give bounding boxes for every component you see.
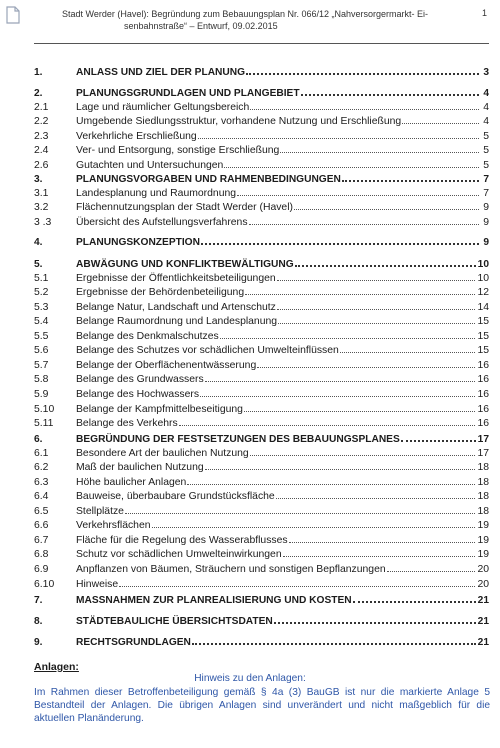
toc-entry[interactable] [34,114,489,129]
toc-entry-number: 5.8 [34,374,49,386]
toc-dot-leader [402,114,479,124]
toc-dot-leader [119,577,475,587]
toc-entry-title: PLANUNGSGRUNDLAGEN UND PLANGEBIET [76,88,300,99]
toc-entry-title: ABWÄGUNG UND KONFLIKTBEWÄLTIGUNG [76,259,294,270]
toc-entry-page: 9 [483,216,489,228]
toc-entry-title: Umgebende Siedlungsstruktur, vorhandene Nutzung und Erschließung [76,116,402,128]
toc-entry-title: Landesplanung und Raumordnung [76,187,237,199]
toc-dot-leader [276,489,476,499]
toc-entry[interactable] [34,143,489,158]
toc-dot-leader [278,314,475,324]
toc-dot-leader [274,613,476,624]
toc-entry-title: Besondere Art der baulichen Nutzung [76,447,249,459]
toc-entry-number: 6.1 [34,447,49,459]
toc-entry-page: 18 [477,491,489,503]
toc-entry-number: 6.5 [34,505,49,517]
toc-entry-title: Verkehrsflächen [76,520,151,532]
toc-entry-title: Maß der baulichen Nutzung [76,462,204,474]
toc-entry-title: Bauweise, überbaubare Grundstücksfläche [76,491,275,503]
toc-entry-page: 19 [477,549,489,561]
toc-entry-title: Belange Natur, Landschaft und Artenschutz [76,301,276,313]
toc-dot-leader [387,562,476,572]
toc-entry-title: Übersicht des Aufstellungsverfahrens [76,216,248,228]
toc-entry-number: 6.4 [34,491,49,503]
toc-dot-leader [257,358,475,368]
toc-entry-number: 6.7 [34,534,49,546]
toc-entry[interactable] [34,171,489,186]
toc-entry[interactable] [34,343,489,358]
toc-dot-leader [246,64,479,75]
toc-entry-page: 7 [483,187,489,199]
toc-entry[interactable] [34,186,489,201]
toc-entry[interactable] [34,129,489,144]
toc-entry-title: Belange des Schutzes vor schädlichen Umwelteinflüssen [76,345,339,357]
toc-dot-leader [340,343,476,353]
toc-entry-number: 3.1 [34,187,49,199]
toc-entry-page: 5 [483,145,489,157]
toc-entry-page: 18 [477,476,489,488]
toc-dot-leader [353,592,476,603]
toc-entry-title: PLANUNGSKONZEPTION [76,237,200,248]
toc-entry-page: 4 [483,101,489,113]
toc-entry-number: 3 .3 [34,216,52,228]
toc-entry-number: 5.6 [34,345,49,357]
toc-entry[interactable] [34,577,489,592]
toc-dot-leader [152,518,476,528]
header-line-1: Stadt Werder (Havel): Begründung zum Bebauungsplan Nr. 066/12 „Nahversorgermarkt- Ei- [62,9,429,19]
toc-entry-number: 6.9 [34,563,49,575]
toc-entry-page: 15 [477,316,489,328]
toc-dot-leader [220,329,476,339]
toc-entry-number: 4. [34,237,43,248]
toc-entry-number: 5.11 [34,418,54,430]
toc-entry-number: 6. [34,434,43,445]
toc-dot-leader [201,234,479,245]
toc-entry[interactable] [34,431,489,446]
toc-entry-page: 15 [477,330,489,342]
toc-dot-leader [289,533,476,543]
toc-entry-page: 21 [477,616,489,627]
toc-entry-title: Anpflanzen von Bäumen, Sträuchern und sonstigen Bepflanzungen [76,563,386,575]
toc-dot-leader [401,431,476,442]
toc-entry[interactable] [34,446,489,461]
toc-dot-leader [294,200,479,210]
toc-entry-page: 20 [477,578,489,590]
toc-entry-number: 7. [34,595,43,606]
toc-dot-leader [125,504,475,514]
toc-entry[interactable] [34,329,489,344]
toc-entry-title: Ergebnisse der Behördenbeteiligung [76,287,245,299]
toc-entry[interactable] [34,562,489,577]
toc-dot-leader [198,129,479,139]
toc-entry[interactable] [34,402,489,417]
toc-entry-page: 20 [477,563,489,575]
toc-entry[interactable] [34,460,489,475]
toc-dot-leader [250,100,479,110]
header-line-2: senbahnstraße“ – Entwurf, 09.02.2015 [124,21,278,31]
toc-entry-page: 9 [483,237,489,248]
toc-entry-page: 21 [477,637,489,648]
toc-entry[interactable] [34,85,489,100]
toc-entry-page: 10 [477,272,489,284]
toc-entry-number: 2.3 [34,130,49,142]
toc-entry[interactable] [34,271,489,286]
toc-entry-page: 10 [477,259,489,270]
toc-entry-number: 3. [34,174,43,185]
toc-entry-number: 2.4 [34,145,49,157]
toc-entry[interactable] [34,504,489,519]
toc-entry-page: 7 [483,174,489,185]
toc-dot-leader [192,634,476,645]
toc-entry[interactable] [34,64,489,79]
toc-entry-page: 17 [477,447,489,459]
toc-entry[interactable] [34,387,489,402]
toc-entry[interactable] [34,234,489,249]
toc-entry-title: Höhe baulicher Anlagen [76,476,187,488]
toc-dot-leader [342,171,479,182]
toc-entry-title: Belange des Denkmalschutzes [76,330,219,342]
toc-entry-title: Hinweise [76,578,119,590]
toc-entry-number: 5.2 [34,287,49,299]
toc-entry-number: 6.2 [34,462,49,474]
toc-entry-number: 9. [34,637,43,648]
toc-entry[interactable] [34,215,489,230]
toc-entry-page: 14 [477,301,489,313]
toc-entry-title: Gutachten und Untersuchungen [76,159,224,171]
toc-entry-page: 16 [477,388,489,400]
toc-entry-page: 19 [477,520,489,532]
toc-entry[interactable] [34,475,489,490]
toc-entry-page: 17 [477,434,489,445]
toc-entry-title: Belange der Oberflächenentwässerung [76,359,257,371]
toc-entry[interactable] [34,613,489,628]
toc-dot-leader [187,475,475,485]
toc-entry[interactable] [34,256,489,271]
toc-entry-number: 2.1 [34,101,49,113]
toc-entry-page: 15 [477,345,489,357]
toc-entry-title: STÄDTEBAULICHE ÜBERSICHTSDATEN [76,616,273,627]
toc-entry-number: 5.3 [34,301,49,313]
toc-entry-title: ANLASS UND ZIEL DER PLANUNG [76,67,246,78]
toc-dot-leader [277,300,476,310]
toc-dot-leader [280,143,479,153]
toc-entry-number: 1. [34,67,43,78]
toc-entry-page: 16 [477,403,489,415]
toc-entry-page: 18 [477,505,489,517]
toc-entry-number: 2. [34,88,43,99]
anlagen-note-body: Im Rahmen dieser Betroffenbeteiligung gemäß § 4a (3) BauGB ist nur die markierte Anlage 5 Bestandteil der Anlagen. Die übrigen Anlagen sind unverändert und nicht maßgeblich für die aktuellen Planänderung. [34,687,490,724]
toc-entry-title: Lage und räumlicher Geltungsbereich [76,101,250,113]
toc-entry-title: Flächennutzungsplan der Stadt Werder (Havel) [76,202,293,214]
toc-entry-number: 5.4 [34,316,49,328]
toc-entry-number: 5.1 [34,272,49,284]
toc-entry-title: Belange Raumordnung und Landesplanung [76,316,278,328]
page-number: 1 [482,8,488,18]
toc-entry-title: Verkehrliche Erschließung [76,130,197,142]
toc-entry-number: 6.10 [34,578,55,590]
toc-entry[interactable] [34,547,489,562]
toc-entry[interactable] [34,300,489,315]
toc-entry[interactable] [34,314,489,329]
toc-dot-leader [179,416,476,426]
toc-dot-leader [237,186,479,196]
toc-dot-leader [244,402,476,412]
toc-entry-page: 12 [477,287,489,299]
toc-entry-page: 16 [477,359,489,371]
toc-entry-page: 4 [483,88,489,99]
toc-entry[interactable] [34,200,489,215]
toc-entry-title: Belange der Kampfmittelbeseitigung [76,403,243,415]
toc-entry[interactable] [34,372,489,387]
toc-dot-leader [250,446,476,456]
toc-entry[interactable] [34,416,489,431]
toc-entry[interactable] [34,489,489,504]
document-corner-icon [6,6,20,24]
toc-entry-title: MASSNAHMEN ZUR PLANREALISIERUNG UND KOSTEN [76,595,352,606]
toc-entry[interactable] [34,533,489,548]
toc-entry-page: 5 [483,130,489,142]
toc-dot-leader [245,285,475,295]
running-header [62,8,462,32]
toc-entry-number: 6.6 [34,520,49,532]
toc-entry[interactable] [34,592,489,607]
toc-dot-leader [200,387,475,397]
toc-entry-page: 9 [483,202,489,214]
toc-entry[interactable] [34,634,489,649]
toc-entry-number: 3.2 [34,202,49,214]
toc-dot-leader [249,215,479,225]
toc-entry-number: 8. [34,616,43,627]
toc-entry-page: 19 [477,534,489,546]
toc-entry-number: 2.2 [34,116,49,128]
toc-entry-number: 6.8 [34,549,49,561]
toc-entry-title: Stellplätze [76,505,124,517]
header-divider [34,43,489,44]
toc-entry-title: Belange des Hochwassers [76,388,200,400]
toc-dot-leader [277,271,476,281]
toc-dot-leader [224,158,479,168]
toc-dot-leader [301,85,479,96]
toc-entry-title: Belange des Verkehrs [76,418,178,430]
toc-entry[interactable] [34,358,489,373]
toc-entry-title: BEGRÜNDUNG DER FESTSETZUNGEN DES BEBAUUNGSPLANES [76,434,400,445]
toc-entry-title: RECHTSGRUNDLAGEN [76,637,191,648]
toc-entry-number: 5.5 [34,330,49,342]
toc-entry-page: 5 [483,159,489,171]
toc-entry[interactable] [34,285,489,300]
toc-entry-number: 5. [34,259,43,270]
toc-entry-title: Fläche für die Regelung des Wasserabflusses [76,534,288,546]
toc-dot-leader [283,547,476,557]
anlagen-heading: Anlagen: [34,661,79,673]
toc-dot-leader [205,460,476,470]
toc-dot-leader [205,372,476,382]
toc-entry-page: 21 [477,595,489,606]
toc-entry-page: 16 [477,418,489,430]
toc-entry-page: 18 [477,462,489,474]
toc-entry-page: 3 [483,67,489,78]
toc-entry-number: 6.3 [34,476,49,488]
toc-entry-page: 16 [477,374,489,386]
toc-entry[interactable] [34,100,489,115]
toc-entry-page: 4 [483,116,489,128]
toc-entry-title: PLANUNGSVORGABEN UND RAHMENBEDINGUNGEN [76,174,341,185]
toc-entry-title: Belange des Grundwassers [76,374,204,386]
toc-entry-title: Ergebnisse der Öffentlichkeitsbeteiligungen [76,272,276,284]
toc-entry-number: 5.10 [34,403,55,415]
toc-entry-number: 5.7 [34,359,49,371]
toc-entry-number: 5.9 [34,388,49,400]
toc-entry-number: 2.6 [34,159,49,171]
toc-entry-title: Schutz vor schädlichen Umwelteinwirkungen [76,549,282,561]
anlagen-note-heading: Hinweis zu den Anlagen: [194,673,306,684]
toc-entry[interactable] [34,518,489,533]
toc-dot-leader [295,256,476,267]
toc-entry-title: Ver- und Entsorgung, sonstige Erschließung [76,145,280,157]
